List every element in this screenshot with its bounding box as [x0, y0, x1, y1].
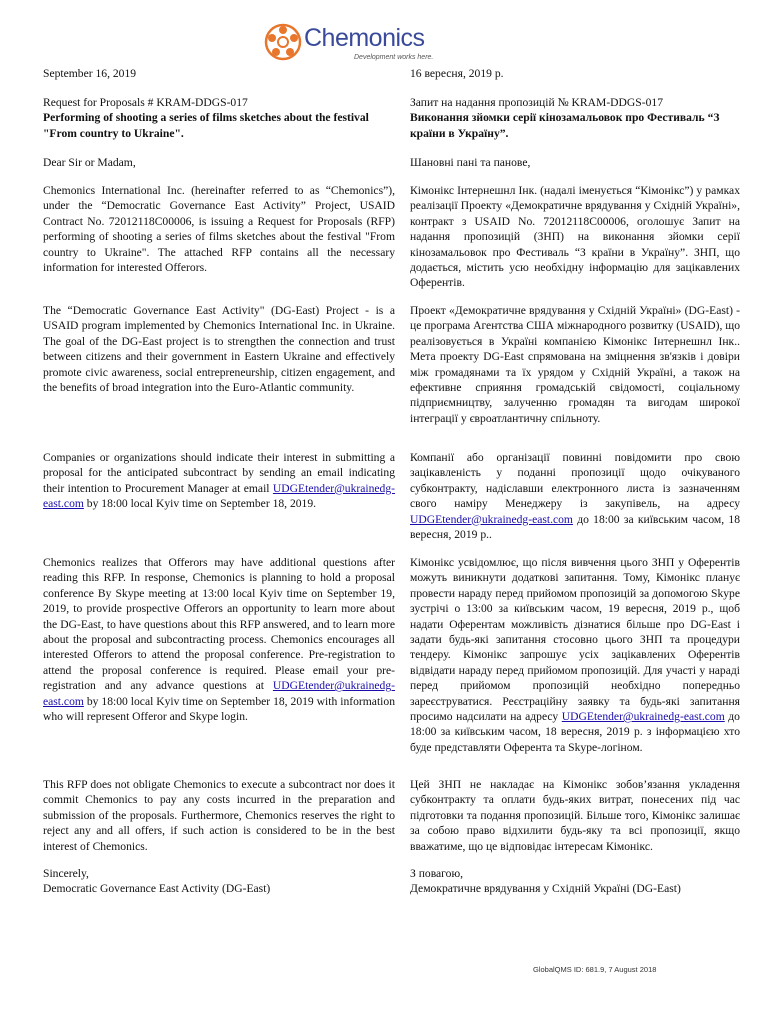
document-footer: GlobalQMS ID: 681.9, 7 August 2018	[533, 965, 657, 974]
paragraph-conference-en-text: Chemonics realizes that Offerors may have additional questions after reading this RFP. In response, Chemonics is planning to hold a proposal conference By Skype meeting at 13:00 local Kyiv time on September 19, 2019, to provide prospective Offerors an opportunity to learn more about the DG-East, to have questions about this RFP answered, and to learn more about the proposal and subcontracting process. Chemonics encourages all interested Offerors to attend the proposal conference. Pre-registration to attend the proposal conference is required. Please email your pre-registration and any advance questions at	[43, 556, 395, 693]
rfp-number-en: Request for Proposals # KRAM-DDGS-017	[43, 96, 248, 109]
paragraph-conference-uk-text-end: до 18:00 за київським часом, 18 вересня, 2019 р. з інформацією хто буде представляти Оферента та Skype-логіном.	[410, 710, 740, 754]
paragraph-intro-uk: Кімонікс Інтернешнл Інк. (надалі іменується “Кімонікс”) у рамках реалізації Проекту «Демократичне врядування у Східній Україні», контракт з USAID No. 72012118C00006, оголошує Запит на надання пропозицій (ЗНП) на виконання зйомки серії кінозамальовок про Фестиваль “З країни в Україну”. ЗНП, що додається, містить усю необхідну інформацію для зацікавлених Оферентів.	[410, 184, 740, 290]
paragraph-project-uk: Проект «Демократичне врядування у Східній Україні» (DG-East) - це програма Агентства США міжнародного розвитку (USAID), що реалізовується в Україні компанією Кімонікс Інтернешнл Інк.. Мета проекту DG-East спрямована на зміцнення зв'язків і довіри між громадянами та їх урядом у Східній Україні, а також на ефективне сприяння громадській свідомості, соціальному підприємництву, залученню громадян та вигодам широкої інтеграції у євроатлантичну спільноту.	[410, 304, 740, 425]
date-en: September 16, 2019	[43, 67, 137, 80]
paragraph-interest-en	[43, 450, 395, 512]
closing-org-en: Democratic Governance East Activity (DG-East)	[43, 882, 271, 896]
paragraph-interest-en-text-end: by 18:00 local Kyiv time on September 18, 2019.	[83, 497, 317, 511]
closing-sincerely-uk: З повагою,	[410, 867, 463, 880]
salutation-uk: Шановні пані та панове,	[410, 156, 531, 169]
paragraph-interest-uk	[410, 450, 740, 542]
paragraph-conference-en	[43, 555, 395, 724]
logo-tagline: Development works here.	[354, 54, 434, 61]
chemonics-logo-icon	[264, 22, 302, 62]
paragraph-conference-uk	[410, 555, 740, 755]
email-link[interactable]: UDGEtender@ukrainedg-east.com	[561, 710, 725, 724]
rfp-title-en: Performing of shooting a series of films sketches about the festival "From country to Ukraine".	[43, 111, 369, 140]
paragraph-conference-en-text-end: by 18:00 local Kyiv time on September 18, 2019 with information who will represent Offeror and Skype login.	[43, 694, 395, 724]
closing-org-uk: Демократичне врядування у Східній Україні (DG-East)	[410, 882, 681, 896]
logo-wordmark: Chemonics	[304, 24, 425, 52]
salutation-en: Dear Sir or Madam,	[43, 156, 136, 169]
rfp-heading-en	[43, 95, 395, 141]
paragraph-interest-en-text: Companies or organizations should indicate their interest in submitting a proposal for the anticipated subcontract by sending an email indicating their intention to Procurement Manager at email	[43, 451, 395, 495]
closing-uk	[410, 866, 740, 897]
paragraph-interest-uk-text: Компанії або організації повинні повідомити про свою зацікавленість у поданні пропозиції щодо очікуваного субконтракту, надіславши електронного листа із зазначенням свого наміру Менеджеру із закупівель, на адресу	[410, 451, 740, 511]
paragraph-project-en: The “Democratic Governance East Activity" (DG-East) Project - is a USAID program implemented by Chemonics International Inc. in Ukraine. The goal of the DG-East project is to strengthen the connection and trust between citizens and their government in Eastern Ukraine and effectively promote civic awareness, social entrepreneurship, citizen engagement, and the benefits of broad integration into the Euro-Atlantic community.	[43, 304, 395, 395]
rfp-title-uk: Виконання зйомки серії кінозамальовок про Фестиваль “З країни в Україну”.	[410, 111, 720, 140]
email-link[interactable]: UDGEtender@ukrainedg-east.com	[43, 679, 395, 708]
paragraph-intro-en: Chemonics International Inc. (hereinafter referred to as “Chemonics”), under the “Democratic Governance East Activity” Project, USAID Contract No. 72012118C00006, is issuing a Request for Proposals (RFP) performing of shooting a series of films sketches about the festival "From country to Ukraine". The attached RFP contains all the necessary information for interested Offerors.	[43, 184, 395, 275]
rfp-number-uk: Запит на надання пропозицій № KRAM-DDGS-017	[410, 96, 663, 109]
paragraph-interest-uk-text-end: до 18:00 за київським часом, 18 вересня, 2019 р..	[410, 512, 740, 542]
paragraph-conference-uk-text: Кімонікс усвідомлює, що після вивчення цього ЗНП у Оферентів можуть виникнути додаткові запитання. Тому, Кімонікс планує провести нараду перед прийомом пропозицій за допомогою Skype зустрічі о 13:00 за київським часом, 19 вересня, 2019 р., щоб надати Оферентам можливість дізнатися більше про DG-East і задати будь-які запитання стосовно цього ЗНП та процедури тендеру. Кімонікс запрошує усіх зацікавлених Оферентів відвідати нараду перед прийомом пропозицій. Для участі у нараді перед прийомом пропозицій необхідно попередньо зареєструватися. Реєстраційну заявку та будь-які запитання просимо надсилати на адресу	[410, 556, 740, 724]
rfp-heading-uk	[410, 95, 740, 141]
email-link[interactable]: UDGEtender@ukrainedg-east.com	[43, 481, 395, 511]
closing-en	[43, 866, 395, 897]
paragraph-disclaimer-en: This RFP does not obligate Chemonics to execute a subcontract nor does it commit Chemonics to pay any costs incurred in the preparation and submission of the proposals. Furthermore, Chemonics reserves the right to reject any and all offers, if such action is considered to be in the best interest of Chemonics.	[43, 778, 395, 853]
closing-sincerely-en: Sincerely,	[43, 867, 89, 880]
email-link[interactable]: UDGEtender@ukrainedg-east.com	[410, 512, 573, 526]
chemonics-logo	[264, 22, 444, 64]
paragraph-disclaimer-uk: Цей ЗНП не накладає на Кімонікс зобов’язання укладення субконтракту та оплати будь-яких витрат, понесених під час підготовки та подання пропозицій. Більше того, Кімонікс залишає за собою право відхилити будь-яку та всі пропозиції, якщо вважатиме, що це відповідає інтересам Кімонікс.	[410, 778, 740, 853]
date-uk: 16 вересня, 2019 р.	[410, 67, 504, 80]
